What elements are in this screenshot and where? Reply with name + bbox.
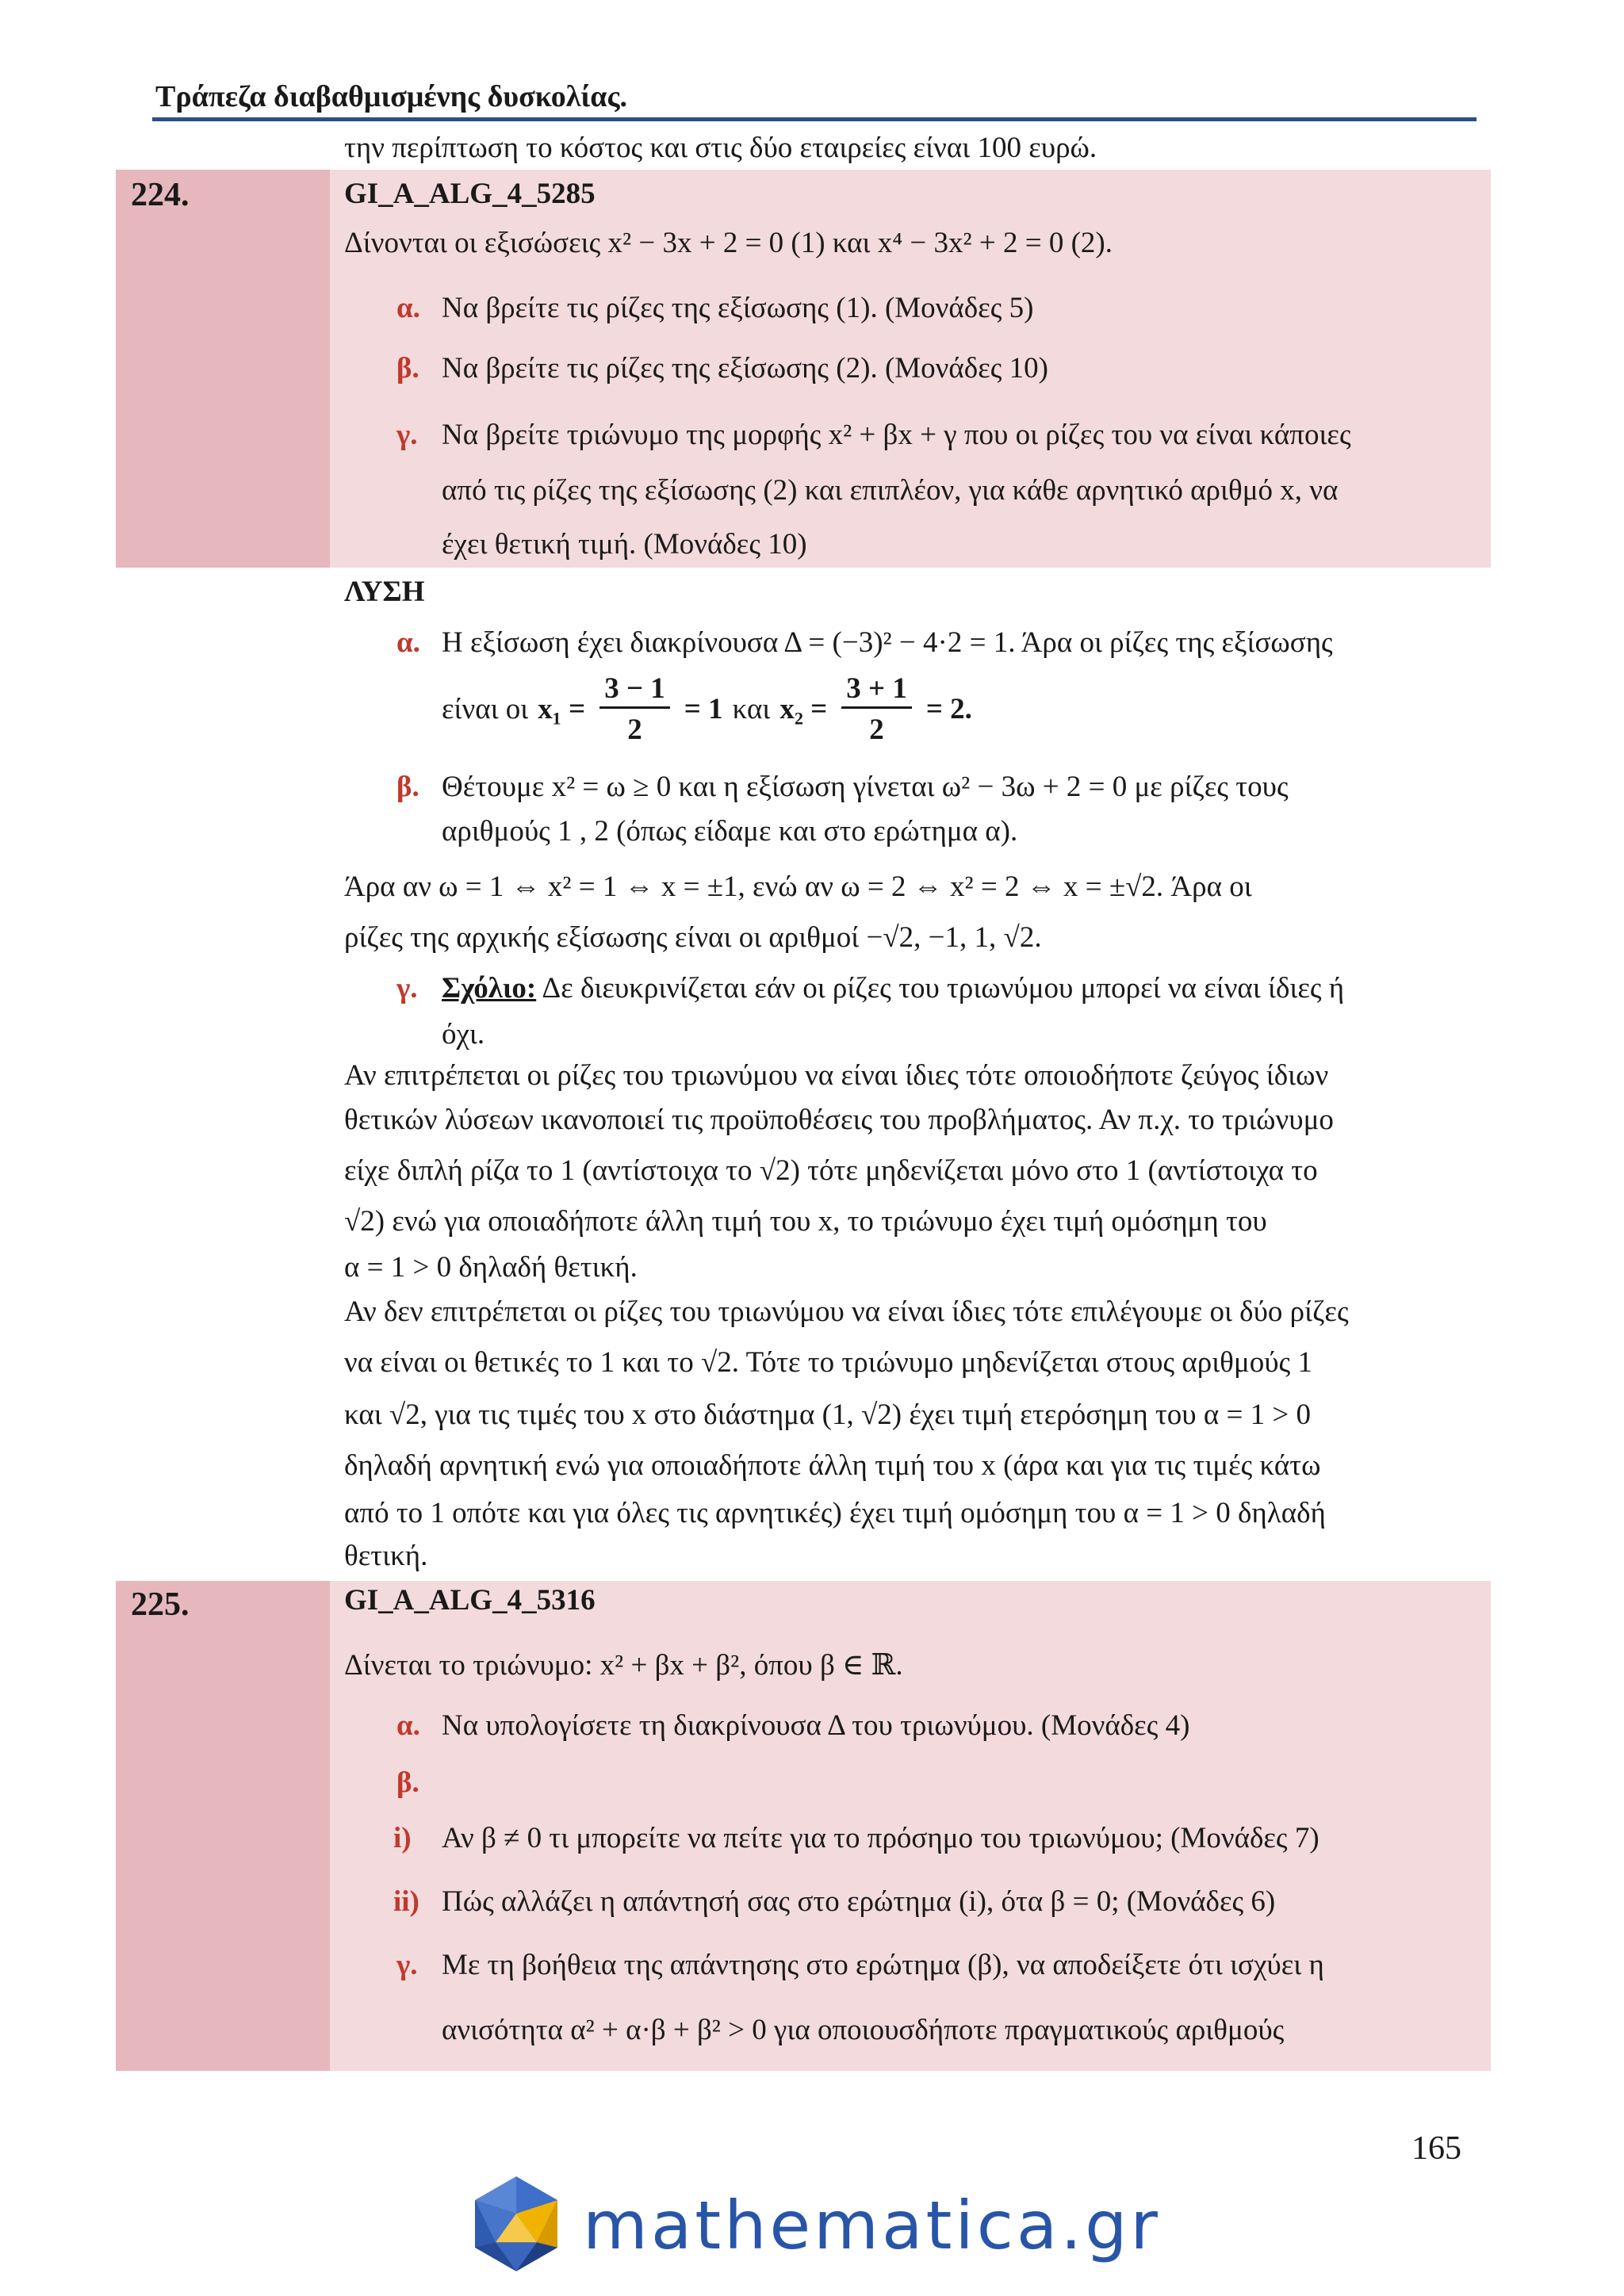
sol-c-line-1 [442,974,1344,1003]
sol-x1: x₁ = [538,693,586,725]
ex224-b-text: Να βρείτε τις ρίζες της εξίσωσης (2). (Μονάδες 10) [442,352,1048,385]
icosahedron-logo-icon [465,2172,568,2275]
ex225-i-label: i) [393,1822,412,1854]
fraction-1 [599,674,670,744]
running-header: Τράπεζα διαβαθμισμένης δυσκολίας. [155,80,627,113]
para-1-line-2: θετικών λύσεων ικανοποιεί τις προϋποθέσεις του προβλήματος. Αν π.χ. το τριώνυμο [344,1104,1334,1136]
page-number: 165 [1411,2130,1461,2167]
ex224-c-text-3: έχει θετική τιμή. (Μονάδες 10) [442,528,807,561]
para-2-line-3: και √2, για τις τιμές του x στο διάστημα (1, √2) έχει τιμή ετερόσημη του α = 1 > 0 [344,1399,1311,1431]
sol-b-line-4: ρίζες της αρχικής εξίσωσης είναι οι αριθμοί −√2, −1, 1, √2. [344,921,1042,954]
sol-c-line-2: όχι. [442,1018,485,1050]
fraction-2-denominator: 2 [869,714,884,746]
para-2-line-5: από το 1 οπότε και για όλες τις αρνητικές) έχει τιμή ομόσημη του α = 1 > 0 δηλαδή [344,1497,1326,1529]
exercise-225-number: 225. [131,1586,190,1623]
exercise-224-number: 224. [131,177,190,213]
ex224-b-label: β. [396,352,419,385]
sol-a-label: α. [396,626,420,659]
fraction-1-denominator: 2 [627,714,642,746]
ex225-c-text-1: Με τη βοήθεια της απάντησης στο ερώτημα (β), να αποδείξετε ότι ισχύει η [442,1949,1324,1981]
ex224-a-label: α. [396,292,420,324]
ex224-c-text-1: Να βρείτε τριώνυμο της μορφής x² + βx + γ που οι ρίζες του να είναι κάποιες [442,419,1351,451]
continued-text: την περίπτωση το κόστος και στις δύο εταιρείες είναι 100 ευρώ. [344,132,1097,164]
para-1-line-5: α = 1 > 0 δηλαδή θετική. [344,1251,638,1284]
sol-a-pre: είναι οι [442,693,529,725]
sol-and: και [732,693,771,725]
sol-a-line-1: Η εξίσωση έχει διακρίνουσα Δ = (−3)² − 4·2 = 1. Άρα οι ρίζες της εξίσωσης [442,626,1333,659]
ex225-i-text: Αν β ≠ 0 τι μπορείτε να πείτε για το πρόσημο του τριωνύμου; (Μονάδες 7) [442,1822,1320,1854]
sol-b-label: β. [396,771,419,803]
sol-eq2: = 2. [925,693,972,725]
sol-x2: x₂ = [779,693,828,725]
scholio-label: Σχόλιο: [442,972,537,1004]
para-1-line-1: Αν επιτρέπεται οι ρίζες του τριωνύμου να είναι ίδιες τότε οποιοδήποτε ζεύγος ίδιων [344,1059,1329,1092]
solution-title: ΛΥΣΗ [344,576,425,608]
exercise-225-code: GI_A_ALG_4_5316 [344,1584,596,1617]
exercise-224-intro: Δίνονται οι εξισώσεις x² − 3x + 2 = 0 (1) και x⁴ − 3x² + 2 = 0 (2). [344,227,1113,259]
ex225-ii-label: ii) [393,1885,419,1918]
exercise-224-number-cell [116,170,330,568]
sol-a-line-2 [442,674,972,744]
sol-b-line-2: αριθμούς 1 , 2 (όπως είδαμε και στο ερώτημα α). [442,815,1018,848]
sol-b-line-3: Άρα αν ω = 1 ⇔ x² = 1 ⇔ x = ±1, ενώ αν ω = 2 ⇔ x² = 2 ⇔ x = ±√2. Άρα οι [344,871,1252,903]
fraction-1-numerator: 3 − 1 [599,674,670,709]
ex224-c-label: γ. [396,419,418,451]
ex224-c-text-2: από τις ρίζες της εξίσωσης (2) και επιπλέον, για κάθε αρνητικό αριθμό x, να [442,474,1339,507]
scholio-text: Δε διευκρινίζεται εάν οι ρίζες του τριωνύμου μπορεί να είναι ίδιες ή [542,972,1345,1004]
exercise-224-code: GI_A_ALG_4_5285 [344,178,596,210]
sol-c-label: γ. [396,972,418,1004]
para-2-line-1: Αν δεν επιτρέπεται οι ρίζες του τριωνύμου να είναι ίδιες τότε επιλέγουμε οι δύο ρίζες [344,1295,1349,1328]
para-2-line-6: θετική. [344,1540,428,1572]
ex225-c-label: γ. [396,1949,418,1981]
exercise-225-intro: Δίνεται το τριώνυμο: x² + βx + β², όπου β ∈ ℝ. [344,1649,903,1682]
para-1-line-4: √2) ενώ για οποιαδήποτε άλλη τιμή του x, το τριώνυμο έχει τιμή ομόσημη του [344,1205,1267,1238]
logo-wordmark: mathematica.gr [583,2187,1161,2264]
para-2-line-2: να είναι οι θετικές το 1 και το √2. Τότε το τριώνυμο μηδενίζεται στους αριθμούς 1 [344,1346,1312,1379]
ex225-a-text: Να υπολογίσετε τη διακρίνουσα Δ του τριωνύμου. (Μονάδες 4) [442,1709,1190,1742]
sol-eq1: = 1 [684,693,723,725]
ex224-a-text: Να βρείτε τις ρίζες της εξίσωσης (1). (Μονάδες 5) [442,292,1034,324]
fraction-2-numerator: 3 + 1 [841,674,912,709]
fraction-2 [841,674,912,744]
para-2-line-4: δηλαδή αρνητική ενώ για οποιαδήποτε άλλη τιμή του x (άρα και για τις τιμές κάτω [344,1449,1321,1482]
ex225-ii-text: Πώς αλλάζει η απάντησή σας στο ερώτημα (i), ότα β = 0; (Μονάδες 6) [442,1885,1276,1918]
ex225-c-text-2: ανισότητα α² + α·β + β² > 0 για οποιουσδήποτε πραγματικούς αριθμούς [442,2014,1285,2046]
ex225-b-label: β. [396,1766,419,1799]
header-rule [152,117,1477,121]
para-1-line-3: είχε διπλή ρίζα το 1 (αντίστοιχα το √2) τότε μηδενίζεται μόνο στο 1 (αντίστοιχα το [344,1154,1318,1187]
exercise-225-number-cell [116,1581,330,2071]
ex225-a-label: α. [396,1709,420,1742]
sol-b-line-1: Θέτουμε x² = ω ≥ 0 και η εξίσωση γίνεται ω² − 3ω + 2 = 0 με ρίζες τους [442,771,1289,803]
